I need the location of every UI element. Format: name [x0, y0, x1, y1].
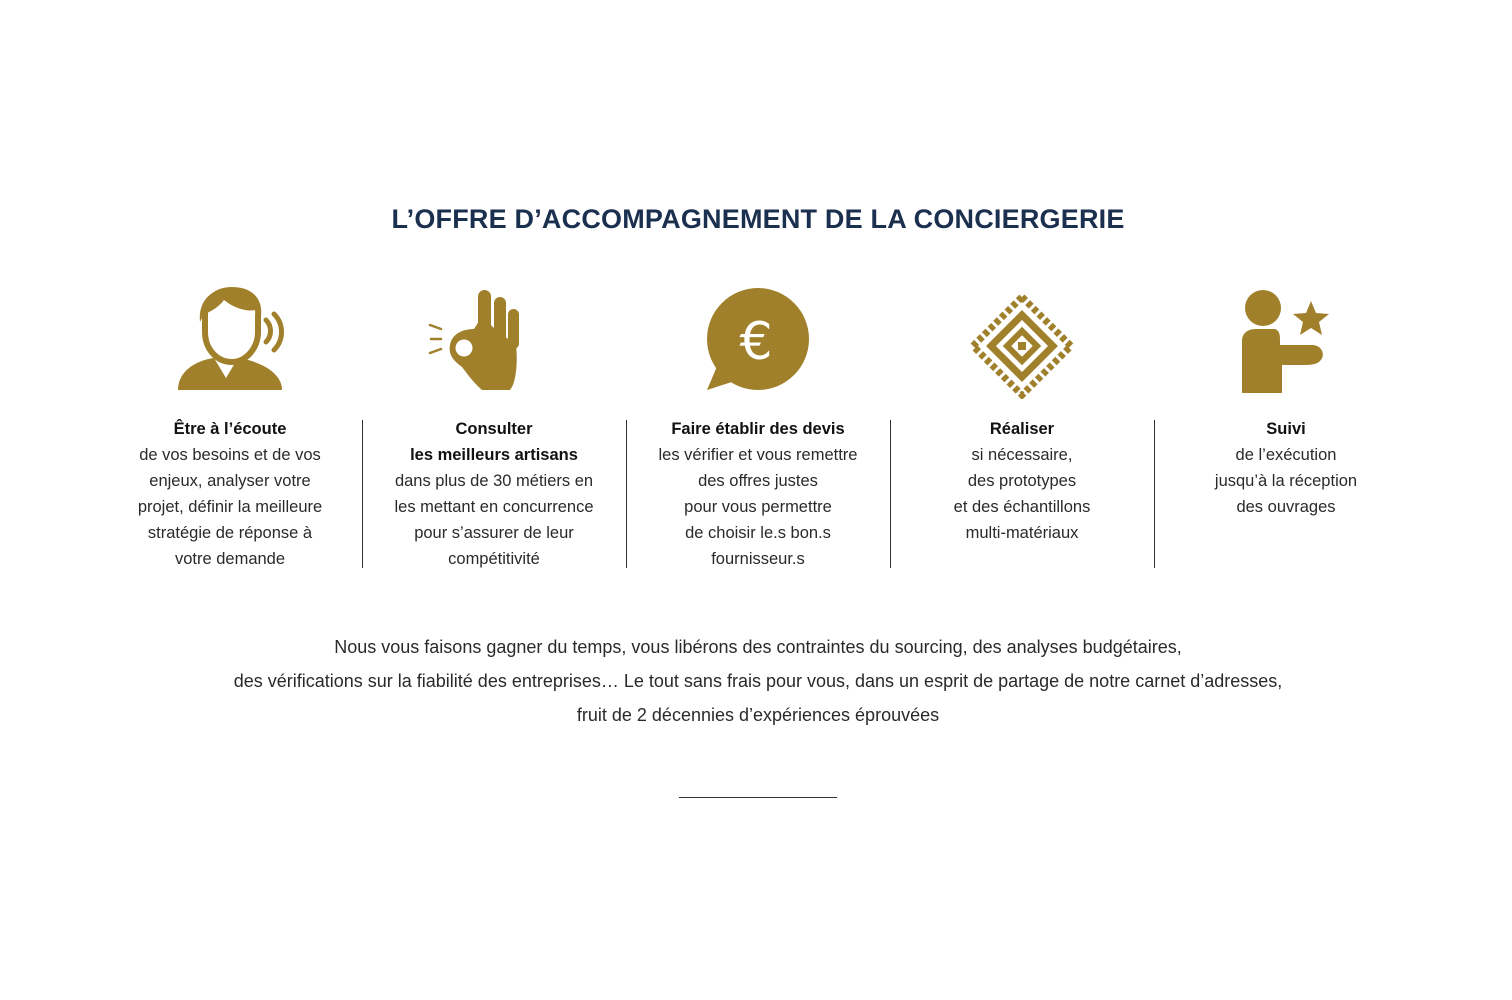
summary-paragraph	[0, 630, 1512, 732]
step-heading: Être à l’écoute	[173, 420, 287, 438]
step-line: les vérifier et vous remettre	[658, 446, 858, 464]
euro-speech-bubble-icon	[704, 286, 812, 392]
step-line: projet, définir la meilleure	[137, 498, 323, 516]
step-line: jusqu’à la réception	[1214, 472, 1358, 490]
step-consult	[362, 416, 626, 572]
diamond-pattern-icon	[969, 293, 1075, 399]
step-follow-up	[1154, 416, 1418, 520]
summary-line: Nous vous faisons gagner du temps, vous libérons des contraintes du sourcing, des analyses budgétaires,	[334, 637, 1182, 657]
step-line: de vos besoins et de vos	[139, 446, 321, 464]
step-line: votre demande	[174, 550, 286, 568]
euro-symbol: €	[739, 312, 773, 372]
page-title: L’OFFRE D’ACCOMPAGNEMENT DE LA CONCIERGERIE	[391, 204, 1125, 234]
step-listening	[98, 416, 362, 572]
step-line: dans plus de 30 métiers en	[394, 472, 594, 490]
step-line: stratégie de réponse à	[147, 524, 313, 542]
step-realise	[890, 416, 1154, 546]
summary-line: fruit de 2 décennies d’expériences éprouvées	[576, 705, 940, 725]
step-line: si nécessaire,	[971, 446, 1073, 464]
summary-line: des vérifications sur la fiabilité des entreprises… Le tout sans frais pour vous, dans un esprit de partage de notre carnet d’adresses,	[233, 671, 1283, 691]
step-heading: Réaliser	[989, 420, 1055, 438]
step-quotes	[626, 416, 890, 572]
step-line: pour s’assurer de leur	[414, 524, 574, 542]
step-line: de l’exécution	[1235, 446, 1337, 464]
step-heading: Faire établir des devis	[671, 420, 845, 438]
step-line: des ouvrages	[1236, 498, 1336, 516]
step-line: les mettant en concurrence	[394, 498, 594, 516]
step-heading: les meilleurs artisans	[410, 446, 578, 464]
ok-hand-icon	[428, 287, 524, 393]
step-line: pour vous permettre	[684, 498, 832, 516]
step-line: compétitivité	[448, 550, 540, 568]
listening-person-icon	[172, 286, 290, 394]
step-line: des prototypes	[967, 472, 1077, 490]
step-heading: Suivi	[1266, 420, 1306, 438]
step-line: enjeux, analyser votre	[149, 472, 311, 490]
step-line: de choisir le.s bon.s	[685, 524, 831, 542]
step-line: fournisseur.s	[711, 550, 805, 568]
step-line: multi-matériaux	[965, 524, 1079, 542]
step-line: des offres justes	[698, 472, 818, 490]
bottom-divider	[679, 797, 837, 798]
step-line: et des échantillons	[953, 498, 1091, 516]
step-heading: Consulter	[455, 420, 533, 438]
person-star-icon	[1240, 289, 1334, 395]
